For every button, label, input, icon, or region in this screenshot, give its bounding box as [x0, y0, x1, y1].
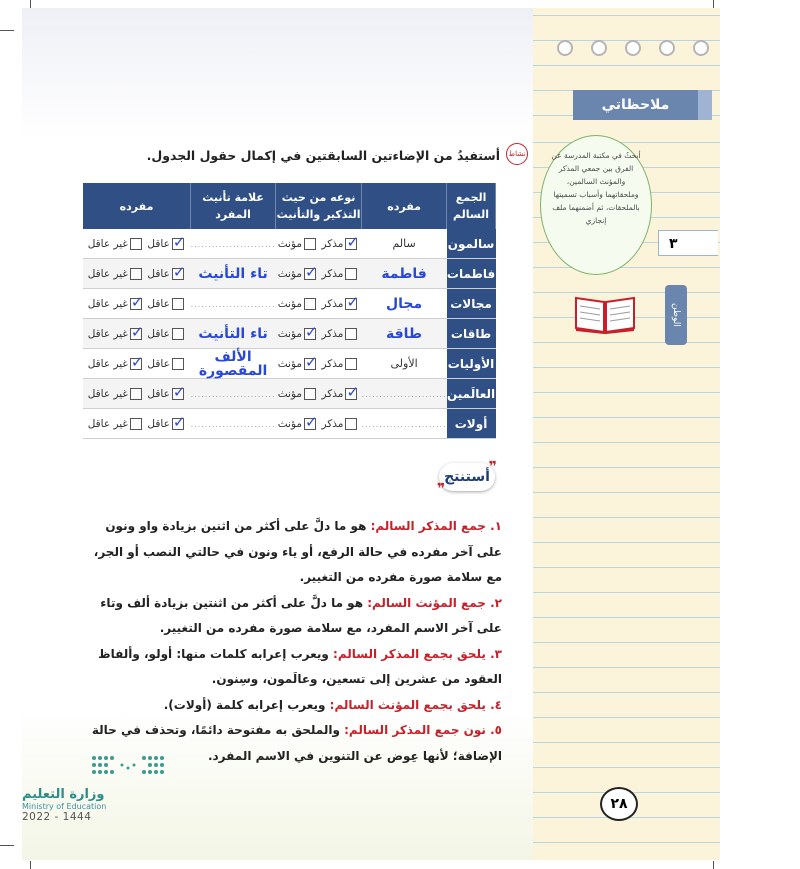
ministry-logo-icon [88, 752, 168, 782]
feminine-mark-cell [191, 409, 276, 439]
rule-term: يلحق بجمع المذكر السالم: [333, 646, 486, 661]
option-label: عاقل [147, 298, 170, 310]
singular-value: طاقة [386, 325, 423, 342]
rule-number: ٣. [490, 646, 502, 661]
option-label: مؤنث [277, 358, 302, 370]
female-checkbox[interactable] [304, 298, 316, 310]
page-number: ٢٨ [600, 787, 638, 821]
feminine-mark-cell [191, 259, 276, 289]
female-checkbox[interactable] [304, 238, 316, 250]
gender-cell [276, 379, 362, 409]
ministry-name-ar: وزارة التعليم [22, 787, 105, 802]
rule-text: والملحق به مفتوحة دائمًا، وتحذف في حالة الإضافة؛ لأنها عِوض عن التنوين في الاسم المفرد. [91, 723, 502, 763]
rationality-cell [83, 349, 191, 379]
rule-text: هو ما دلَّ على أكثر من اثنين بزيادة واو ونون على آخر مفرده في حالة الرفع، أو ياء ونون في حالتي النصب أو الجر، مع سلامة صورة مفرده من التغيير. [93, 519, 502, 584]
rule-number: ٥. [490, 723, 502, 737]
option-label: مذكر [321, 388, 344, 400]
option-label: مذكر [321, 268, 344, 280]
rationality-cell [83, 319, 191, 349]
irrational-checkbox[interactable] [130, 268, 142, 280]
option-label: مؤنث [277, 388, 302, 400]
column-header: مفرده [83, 183, 191, 229]
option-label: عاقل [147, 328, 170, 340]
exercise-table [83, 183, 496, 439]
feminine-mark-cell [191, 319, 276, 349]
blank-line: ........................ [361, 420, 447, 429]
table-row [83, 319, 496, 349]
option-label: غير عاقل [87, 418, 128, 430]
singular-cell [362, 349, 447, 379]
gender-cell [276, 349, 362, 379]
irrational-checkbox[interactable] [130, 388, 142, 400]
gender-cell [276, 259, 362, 289]
gender-cell [276, 409, 362, 439]
rational-checkbox[interactable] [172, 388, 184, 400]
male-checkbox[interactable] [345, 358, 357, 370]
column-header: الجمع السالم [447, 183, 496, 229]
option-label: عاقل [147, 268, 170, 280]
plural-word: طاقات [447, 319, 496, 349]
rule-term: يلحق بجمع المؤنث السالم: [329, 697, 486, 712]
option-label: مذكر [321, 298, 344, 310]
notes-title: ملاحظاتي [573, 90, 698, 120]
rational-checkbox[interactable] [172, 358, 184, 370]
female-checkbox[interactable] [304, 418, 316, 430]
binder-ring-icon [557, 40, 573, 56]
option-label: غير عاقل [87, 298, 128, 310]
singular-cell [362, 229, 447, 259]
binder-ring-icon [591, 40, 607, 56]
binder-ring-icon [625, 40, 641, 56]
singular-cell [362, 259, 447, 289]
option-label: مؤنث [277, 268, 302, 280]
option-label: مؤنث [277, 328, 302, 340]
singular-value: سالم [392, 237, 416, 250]
singular-cell [362, 409, 447, 439]
male-checkbox[interactable] [345, 328, 357, 340]
option-label: مذكر [321, 328, 344, 340]
male-checkbox[interactable] [345, 268, 357, 280]
singular-cell [362, 379, 447, 409]
rational-checkbox[interactable] [172, 298, 184, 310]
gender-cell [276, 319, 362, 349]
option-label: غير عاقل [87, 328, 128, 340]
rule-term: نون جمع المذكر السالم: [344, 723, 486, 737]
rule-number: ٤. [490, 697, 502, 712]
feminine-mark-cell [191, 289, 276, 319]
plural-word: فاطمات [447, 259, 496, 289]
plural-word: سالمون [447, 229, 496, 259]
column-header: مفرده [362, 183, 447, 229]
plural-word: الأوليات [447, 349, 496, 379]
option-label: غير عاقل [87, 358, 128, 370]
rule-number: ٢. [490, 595, 502, 610]
ministry-block [22, 787, 172, 823]
option-label: عاقل [147, 238, 170, 250]
crop-mark [30, 0, 31, 8]
singular-cell [362, 289, 447, 319]
plural-word: العالَمين [447, 379, 496, 409]
irrational-checkbox[interactable] [130, 298, 142, 310]
rationality-cell [83, 289, 191, 319]
male-checkbox[interactable] [345, 238, 357, 250]
rule-item [82, 514, 502, 591]
feminine-mark-value: تاء التأنيث [198, 265, 268, 282]
feminine-mark-cell [191, 349, 276, 379]
activity-icon: نشاط [506, 143, 528, 165]
blank-line: ........................ [361, 390, 447, 399]
option-label: مؤنث [277, 238, 302, 250]
instruction-text: أستفيدُ من الإضاءتين السابقتين في إكمال حقول الجدول. [146, 148, 500, 163]
rational-checkbox[interactable] [172, 268, 184, 280]
male-checkbox[interactable] [345, 418, 357, 430]
option-label: مذكر [321, 358, 344, 370]
feminine-mark-value: الألف المقصورة [198, 348, 268, 379]
female-checkbox[interactable] [304, 328, 316, 340]
table-row [83, 409, 496, 439]
option-label: عاقل [147, 418, 170, 430]
singular-value: الأولى [390, 357, 418, 370]
option-label: غير عاقل [87, 268, 128, 280]
irrational-checkbox[interactable] [130, 358, 142, 370]
column-header: علامة تأنيث المفرد [191, 183, 276, 229]
blank-line: ........................ [190, 240, 276, 249]
male-checkbox[interactable] [345, 388, 357, 400]
chapter-number: ٣ [658, 230, 718, 256]
feminine-mark-cell [191, 229, 276, 259]
feminine-mark-value: تاء التأنيث [198, 325, 268, 342]
table-row [83, 289, 496, 319]
table-row [83, 259, 496, 289]
crop-mark [713, 0, 714, 8]
gender-cell [276, 289, 362, 319]
plural-word: مجالات [447, 289, 496, 319]
singular-cell [362, 319, 447, 349]
irrational-checkbox[interactable] [130, 238, 142, 250]
binder-ring-icon [693, 40, 709, 56]
rational-checkbox[interactable] [172, 418, 184, 430]
rationality-cell [83, 409, 191, 439]
option-label: مذكر [321, 238, 344, 250]
blank-line: ........................ [190, 300, 276, 309]
conclude-badge: ❞ أستنتج ❞ [439, 463, 495, 491]
rule-term: جمع المؤنث السالم: [367, 595, 486, 610]
gender-cell [276, 229, 362, 259]
option-label: مذكر [321, 418, 344, 430]
notes-sidebar [533, 8, 720, 860]
crop-mark [0, 30, 14, 31]
edition-year: 2022 - 1444 [22, 811, 92, 823]
rule-text: ويعرب إعرابه كلمة (أولات). [163, 697, 326, 712]
table-header-row [83, 183, 496, 229]
female-checkbox[interactable] [304, 358, 316, 370]
rule-item [82, 693, 502, 719]
female-checkbox[interactable] [304, 268, 316, 280]
research-bubble: أبحثُ في مكتبة المدرسة عن الفرق بين جمعي المذكر والمؤنث السالمين، وملحقاتهما وأسباب تسميتها بالملحقات، ثم أضمنهما ملف إنجازي [540, 135, 652, 275]
rule-text: هو ما دلَّ على أكثر من اثنتين بزيادة ألف وتاء على آخر الاسم المفرد، مع سلامة صورة مفرده من التغيير. [100, 595, 502, 635]
rule-text: ويعرب إعرابه كلمات منها: أولو، وألفاظ العقود من عشرين إلى تسعين، وعالَمون، وسِنون. [98, 646, 502, 686]
rational-checkbox[interactable] [172, 328, 184, 340]
table-row [83, 349, 496, 379]
blank-line: ........................ [190, 390, 276, 399]
rationality-cell [83, 229, 191, 259]
column-header: نوعه من حيث التذكير والتأنيث [276, 183, 362, 229]
feminine-mark-cell [191, 379, 276, 409]
option-label: عاقل [147, 358, 170, 370]
rule-number: ١. [490, 519, 502, 533]
male-checkbox[interactable] [345, 298, 357, 310]
rule-term: جمع المذكر السالم: [370, 519, 486, 533]
rationality-cell [83, 259, 191, 289]
ministry-name-en: Ministry of Education [22, 802, 107, 811]
option-label: غير عاقل [87, 388, 128, 400]
unit-tab: الوطن [665, 285, 687, 345]
crop-mark [713, 861, 714, 869]
rationality-cell [83, 379, 191, 409]
singular-value: مجال [385, 295, 423, 312]
crop-mark [0, 845, 14, 846]
crop-mark [30, 861, 31, 869]
table-row [83, 379, 496, 409]
rule-item [82, 591, 502, 642]
option-label: مؤنث [277, 418, 302, 430]
rule-item [82, 642, 502, 693]
female-checkbox[interactable] [304, 388, 316, 400]
irrational-checkbox[interactable] [130, 328, 142, 340]
rules-list [82, 514, 502, 769]
rational-checkbox[interactable] [172, 238, 184, 250]
option-label: غير عاقل [87, 238, 128, 250]
plural-word: أولات [447, 409, 496, 439]
option-label: مؤنث [277, 298, 302, 310]
singular-value: فاطمة [381, 265, 427, 282]
irrational-checkbox[interactable] [130, 418, 142, 430]
table-row [83, 229, 496, 259]
binder-ring-icon [659, 40, 675, 56]
blank-line: ........................ [190, 420, 276, 429]
book-icon [574, 290, 636, 334]
option-label: عاقل [147, 388, 170, 400]
